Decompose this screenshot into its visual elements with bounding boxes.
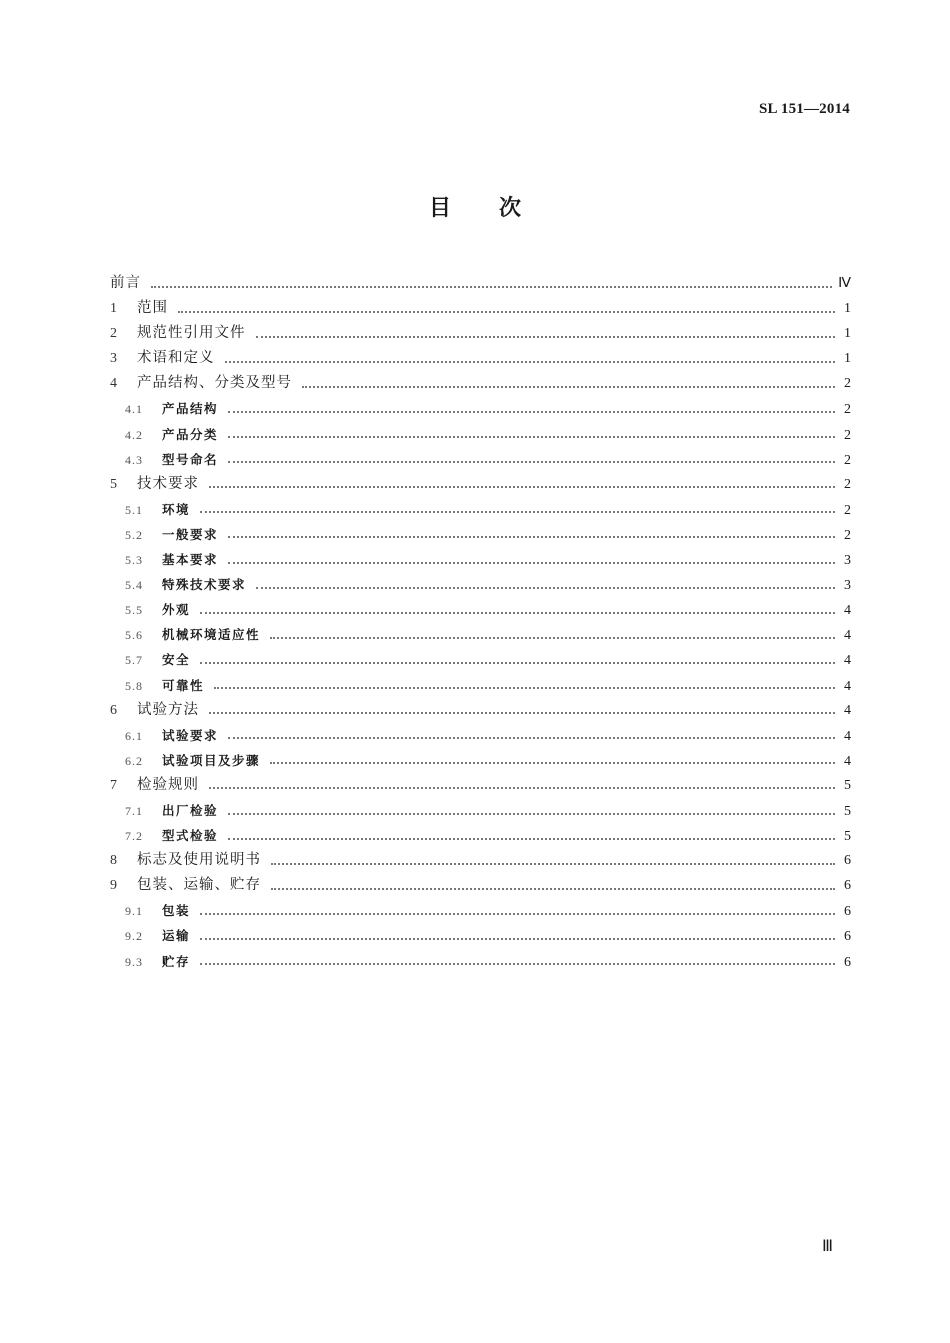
toc-entry-number: 5.2: [125, 527, 143, 542]
toc-entry-label: 标志及使用说明书: [137, 852, 261, 869]
toc-entry-page: 1: [844, 301, 851, 317]
toc-entry-label: 包装、运输、贮存: [137, 877, 261, 894]
toc-entry-page: 5: [844, 829, 851, 845]
toc-entry-label: 外观: [162, 602, 191, 618]
toc-dot-leader: [228, 411, 835, 413]
toc-entry-page: 5: [844, 777, 851, 793]
toc-entry-page: 4: [844, 628, 851, 644]
toc-entry-label: 试验项目及步骤: [162, 752, 261, 768]
toc-dot-leader: [214, 687, 835, 689]
toc-entry[interactable]: [110, 773, 851, 798]
page-title: 目次: [428, 196, 569, 221]
toc-dot-leader: [151, 286, 832, 288]
toc-entry-number: 5.5: [125, 603, 143, 618]
toc-entry-page: 1: [844, 326, 851, 342]
toc-dot-leader: [200, 662, 835, 664]
toc-entry[interactable]: [110, 572, 851, 597]
toc-entry-label: 包装: [162, 903, 191, 919]
toc-entry[interactable]: [110, 898, 851, 923]
toc-entry[interactable]: [110, 396, 851, 421]
toc-entry-number: 8: [110, 853, 117, 869]
toc-entry-number: 9.3: [125, 954, 143, 969]
toc-dot-leader: [228, 461, 835, 463]
toc-entry[interactable]: [110, 647, 851, 672]
toc-entry-number: 9.1: [125, 904, 143, 919]
toc-entry[interactable]: [110, 321, 851, 346]
toc-dot-leader: [228, 813, 835, 815]
toc-entry-page: 2: [844, 376, 851, 392]
toc-entry[interactable]: [110, 748, 851, 773]
toc-entry-page: 3: [844, 553, 851, 569]
toc-entry-number: 5.8: [125, 678, 143, 693]
toc-entry[interactable]: [110, 673, 851, 698]
toc-entry-number: 5.3: [125, 553, 143, 568]
toc-entry-label: 产品结构: [162, 401, 219, 417]
toc-entry-page: Ⅳ: [838, 276, 851, 291]
toc-entry-number: 6.2: [125, 753, 143, 768]
toc-entry-page: 2: [844, 527, 851, 543]
toc-entry-page: 5: [844, 803, 851, 819]
toc-dot-leader: [209, 712, 835, 714]
toc-entry-number: 4.1: [125, 402, 143, 417]
toc-entry-page: 6: [844, 878, 851, 894]
toc-entry-number: 7: [110, 777, 117, 793]
toc-entry-label: 产品结构、分类及型号: [137, 375, 292, 392]
toc-entry-number: 1: [110, 301, 117, 317]
toc-entry-page: 4: [844, 728, 851, 744]
toc-entry-page: 4: [844, 702, 851, 718]
toc-dot-leader: [228, 436, 835, 438]
toc-dot-leader: [200, 612, 835, 614]
toc-entry-page: 4: [844, 753, 851, 769]
toc-entry-label: 运输: [162, 928, 191, 944]
toc-entry-number: 9: [110, 878, 117, 894]
toc-entry-page: 4: [844, 678, 851, 694]
toc-entry-page: 6: [844, 954, 851, 970]
toc-entry-label: 型式检验: [162, 828, 219, 844]
toc-entry-page: 2: [844, 452, 851, 468]
toc-entry[interactable]: [110, 848, 851, 873]
toc-entry[interactable]: [110, 923, 851, 948]
toc-entry-page: 6: [844, 929, 851, 945]
toc-entry-label: 术语和定义: [137, 350, 215, 367]
toc-entry-label: 产品分类: [162, 426, 219, 442]
toc-entry-page: 2: [844, 427, 851, 443]
toc-dot-leader: [178, 311, 835, 313]
toc-entry[interactable]: [110, 472, 851, 497]
toc-entry-label: 试验方法: [137, 701, 199, 718]
toc-dot-leader: [270, 637, 835, 639]
toc-entry-page: 6: [844, 904, 851, 920]
toc-entry[interactable]: [110, 723, 851, 748]
toc-entry-page: 4: [844, 653, 851, 669]
toc-entry[interactable]: [110, 622, 851, 647]
toc-entry[interactable]: [110, 949, 851, 974]
toc-entry[interactable]: [110, 271, 851, 296]
toc-dot-leader: [228, 536, 835, 538]
toc-dot-leader: [302, 386, 835, 388]
toc-entry-page: 2: [844, 402, 851, 418]
toc-entry-number: 4.2: [125, 427, 143, 442]
toc-entry-label: 型号命名: [162, 451, 219, 467]
toc-entry-label: 机械环境适应性: [162, 627, 261, 643]
toc-entry-label: 试验要求: [162, 727, 219, 743]
table-of-contents: [110, 271, 851, 974]
toc-entry-label: 贮存: [162, 953, 191, 969]
toc-entry[interactable]: [110, 547, 851, 572]
toc-entry[interactable]: [110, 346, 851, 371]
toc-dot-leader: [200, 913, 835, 915]
toc-entry[interactable]: [110, 597, 851, 622]
document-code: SL 151—2014: [759, 101, 850, 117]
toc-entry-page: 6: [844, 853, 851, 869]
toc-entry[interactable]: [110, 522, 851, 547]
toc-dot-leader: [271, 888, 835, 890]
toc-entry-number: 6: [110, 702, 117, 718]
toc-dot-leader: [270, 762, 835, 764]
toc-entry-label: 出厂检验: [162, 802, 219, 818]
toc-entry-number: 3: [110, 351, 117, 367]
toc-dot-leader: [256, 336, 836, 338]
toc-entry-label: 技术要求: [137, 475, 199, 492]
toc-entry-number: 2: [110, 326, 117, 342]
toc-entry-number: 5.1: [125, 502, 143, 517]
toc-entry-page: 4: [844, 603, 851, 619]
toc-entry-number: 5: [110, 476, 117, 492]
toc-entry[interactable]: [110, 823, 851, 848]
toc-entry-number: 5.7: [125, 653, 143, 668]
toc-entry-page: 2: [844, 502, 851, 518]
toc-entry[interactable]: [110, 296, 851, 321]
toc-dot-leader: [256, 587, 835, 589]
toc-entry[interactable]: [110, 873, 851, 898]
toc-dot-leader: [209, 486, 835, 488]
toc-dot-leader: [271, 863, 835, 865]
toc-entry[interactable]: [110, 798, 851, 823]
toc-dot-leader: [200, 963, 835, 965]
toc-entry-label: 环境: [162, 501, 191, 517]
toc-dot-leader: [228, 838, 835, 840]
toc-entry-label: 前言: [110, 275, 141, 291]
toc-dot-leader: [225, 361, 836, 363]
toc-entry-number: 7.1: [125, 803, 143, 818]
toc-entry-number: 4.3: [125, 452, 143, 467]
toc-entry[interactable]: [110, 447, 851, 472]
toc-entry-page: 2: [844, 476, 851, 492]
toc-entry-page: 3: [844, 578, 851, 594]
footer-page-number: Ⅲ: [821, 1238, 832, 1255]
toc-entry-number: 7.2: [125, 829, 143, 844]
toc-entry-number: 5.6: [125, 628, 143, 643]
toc-entry-label: 检验规则: [137, 776, 199, 793]
toc-entry[interactable]: [110, 497, 851, 522]
toc-entry-label: 一般要求: [162, 526, 219, 542]
toc-entry-label: 范围: [137, 300, 168, 317]
toc-dot-leader: [228, 562, 835, 564]
toc-entry-number: 6.1: [125, 728, 143, 743]
toc-entry-label: 特殊技术要求: [162, 577, 247, 593]
toc-entry-label: 基本要求: [162, 552, 219, 568]
toc-entry-page: 1: [844, 351, 851, 367]
toc-entry-label: 安全: [162, 652, 191, 668]
toc-entry[interactable]: [110, 371, 851, 396]
toc-dot-leader: [200, 938, 835, 940]
toc-entry-label: 可靠性: [162, 677, 205, 693]
toc-entry-number: 5.4: [125, 578, 143, 593]
toc-dot-leader: [200, 511, 835, 513]
toc-dot-leader: [209, 787, 835, 789]
toc-entry-label: 规范性引用文件: [137, 325, 246, 342]
toc-dot-leader: [228, 737, 835, 739]
toc-entry-number: 4: [110, 376, 117, 392]
toc-entry-number: 9.2: [125, 929, 143, 944]
toc-entry[interactable]: [110, 698, 851, 723]
toc-entry[interactable]: [110, 422, 851, 447]
